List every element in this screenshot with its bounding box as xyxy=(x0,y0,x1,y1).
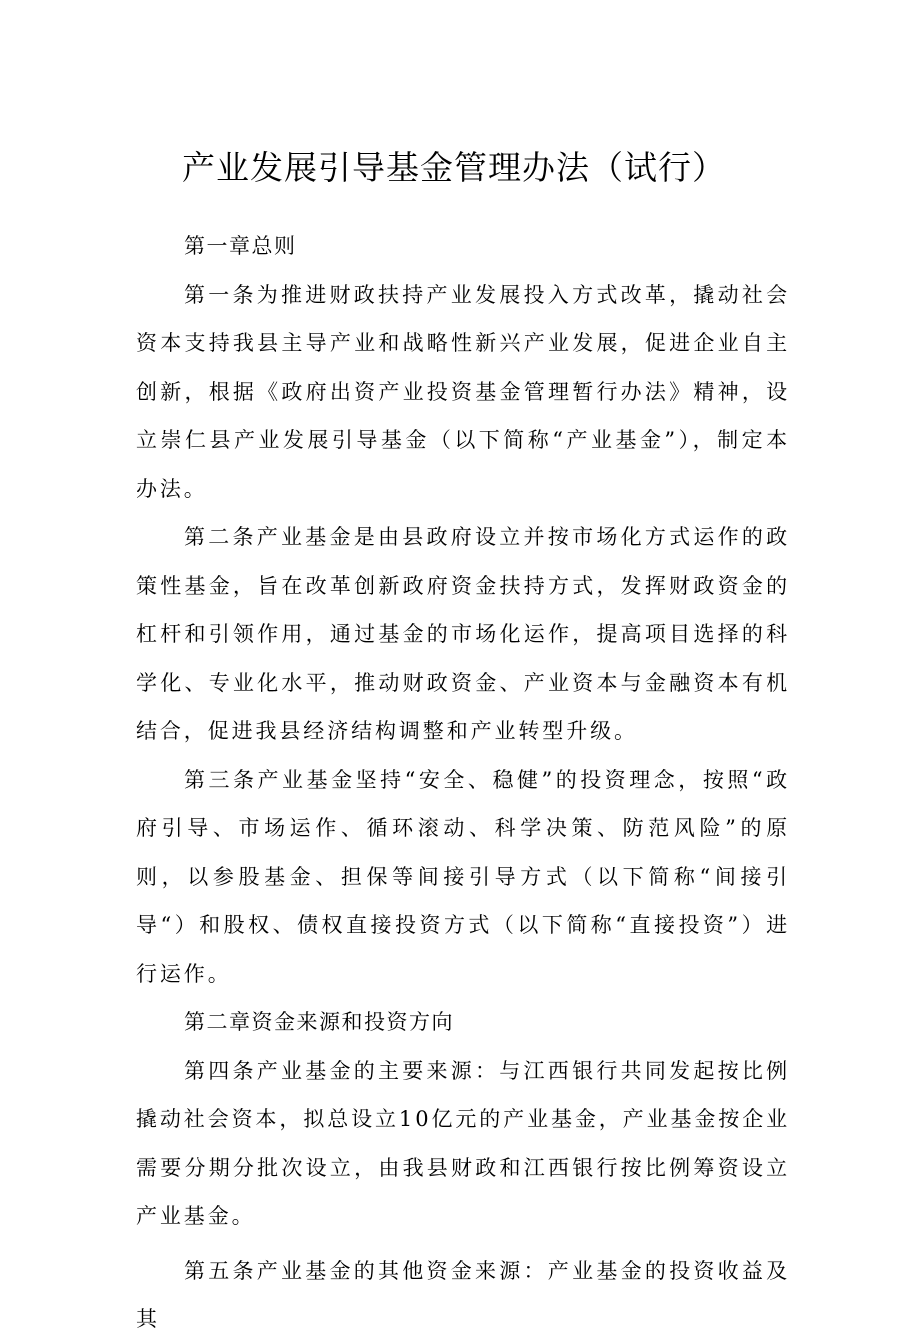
article-3: 第三条产业基金坚持“安全、稳健”的投资理念，按照“政府引导、市场运作、循环滚动、科学决策、防范风险”的原则，以参股基金、担保等间接引导方式（以下简称“间接引导“）和股权、债权直接投资方式（以下简称“直接投资”）进行运作。 xyxy=(136,767,790,986)
chapter-heading-2: 第二章资金来源和投资方向 xyxy=(184,1010,454,1034)
article-5: 第五条产业基金的其他资金来源：产业基金的投资收益及其 xyxy=(136,1258,790,1331)
article-2: 第二条产业基金是由县政府设立并按市场化方式运作的政策性基金，旨在改革创新政府资金扶持方式，发挥财政资金的杠杆和引领作用，通过基金的市场化运作，提高项目选择的科学化、专业化水平，推动财政资金、产业资本与金融资本有机结合，促进我县经济结构调整和产业转型升级。 xyxy=(136,525,790,743)
document-title: 产业发展引导基金管理办法（试行） xyxy=(182,148,726,187)
chapter-heading-1: 第一章总则 xyxy=(184,234,297,258)
document-body xyxy=(136,222,790,1344)
article-1: 第一条为推进财政扶持产业发展投入方式改革，撬动社会资本支持我县主导产业和战略性新兴产业发展，促进企业自主创新，根据《政府出资产业投资基金管理暂行办法》精神，设立崇仁县产业发展引导基金（以下简称“产业基金”），制定本办法。 xyxy=(136,282,790,501)
article-4: 第四条产业基金的主要来源：与江西银行共同发起按比例撬动社会资本，拟总设立10亿元的产业基金，产业基金按企业需要分期分批次设立，由我县财政和江西银行按比例筹资设立产业基金。 xyxy=(136,1058,790,1228)
